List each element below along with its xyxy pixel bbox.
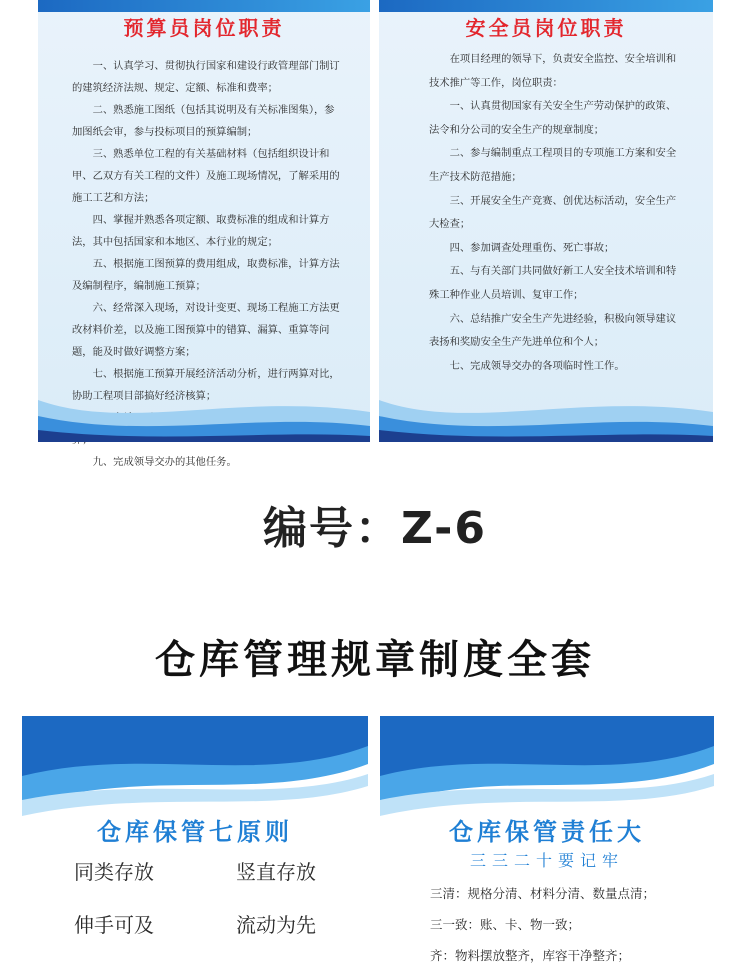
poster-body	[429, 48, 683, 378]
duty-item: 一、认真学习、贯彻执行国家和建设行政管理部门制订的建筑经济法规、规定、定额、标准和费率；	[72, 60, 340, 94]
poster-storage-responsibility	[380, 716, 714, 963]
poster-storage-principles	[22, 716, 368, 960]
poster-top-band	[379, 0, 713, 12]
duty-item: 六、经常深入现场，对设计变更、现场工程施工方法更改材料价差，以及施工图预算中的错算、漏算、重算等问题，能及时做好调整方案；	[72, 302, 340, 358]
rules-list	[430, 878, 694, 971]
wave-decoration	[379, 382, 713, 442]
duty-item: 五、与有关部门共同做好新工人安全技术培训和特殊工种作业人员培训、复审工作；	[429, 265, 677, 301]
duty-item: 四、参加调查处理重伤、死亡事故；	[449, 241, 615, 254]
rule-item: 三清：规格分清、材料分清、数量点清；	[430, 886, 656, 901]
duty-item: 三、开展安全生产竞赛、创优达标活动，安全生产大检查；	[429, 194, 677, 231]
duty-item: 七、根据施工预算开展经济活动分析，进行两算对比，协助工程项目部搞好经济核算；	[72, 368, 340, 402]
duty-item: 六、总结推广安全生产先进经验，积极向领导建议表扬和奖励安全生产先进单位和个人；	[429, 312, 677, 349]
wave-decoration	[22, 716, 368, 821]
poster-title: 预算员岗位职责	[123, 16, 285, 40]
duty-item: 五、根据施工图预算的费用组成，取费标准，计算方法及编制程序，编制施工预算；	[72, 258, 340, 292]
poster-top-band	[38, 0, 370, 12]
rule-item: 齐：物料摆放整齐，库容干净整齐；	[430, 948, 631, 963]
poster-budget-duties	[38, 0, 370, 468]
duty-item: 七、完成领导交办的各项临时性工作。	[449, 359, 625, 372]
wave-decoration	[380, 716, 714, 821]
poster-title: 安全员岗位职责	[465, 16, 627, 40]
poster-title: 仓库保管七原则	[97, 818, 293, 846]
duty-item: 二、熟悉施工图纸（包括其说明及有关标准图集），参加图纸会审，参与投标项目的预算编制；	[72, 104, 335, 138]
wave-decoration	[38, 382, 370, 442]
product-code-label: 编号：Z-6	[262, 503, 487, 554]
principle-item: 同类存放	[74, 860, 154, 884]
principles-grid	[74, 856, 374, 938]
principle-item: 流动为先	[236, 913, 316, 937]
duty-item: 一、认真贯彻国家有关安全生产劳动保护的政策、法令和分公司的安全生产的规章制度；	[429, 100, 677, 136]
duty-item: 二、参与编制重点工程项目的专项施工方案和安全生产技术防范措施；	[429, 147, 677, 183]
duty-item: 三、熟悉单位工程的有关基础材料（包括组织设计和甲、乙双方有关工程的文件）及施工现场情况，了解采用的施工工艺和方法；	[72, 148, 340, 204]
rule-item: 三一致：账、卡、物一致；	[430, 917, 581, 932]
main-heading: 仓库管理规章制度全套	[155, 637, 595, 683]
poster-safety-duties	[379, 0, 713, 442]
poster-subtitle: 三三二十要记牢	[469, 851, 624, 870]
principle-item: 伸手可及	[74, 913, 154, 937]
principle-item: 竖直存放	[236, 860, 316, 884]
duty-item: 四、掌握并熟悉各项定额、取费标准的组成和计算方法，其中包括国家和本地区、本行业的规定；	[72, 214, 330, 248]
poster-title: 仓库保管责任大	[449, 818, 645, 846]
duty-item: 九、完成领导交办的其他任务。	[92, 456, 237, 468]
duty-item: 在项目经理的领导下，负责安全监控、安全培训和技术推广等工作，岗位职责：	[429, 53, 677, 89]
